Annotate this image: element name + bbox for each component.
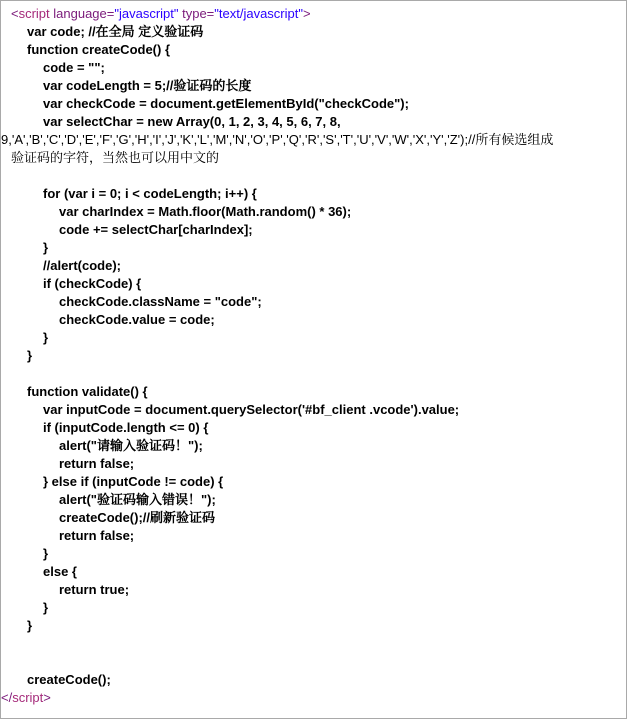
tag-bracket: > xyxy=(302,6,311,21)
code-line: 9,'A','B','C','D','E','F','G','H','I','J','K','L','M','N','O','P','Q','R','S','T','U','V','W','X','Y','Z');//所有候选组成 xyxy=(1,132,554,147)
code-line: checkCode.className = "code"; xyxy=(59,294,262,309)
code-line: function createCode() { xyxy=(27,42,171,57)
code-line: code += selectChar[charIndex]; xyxy=(59,222,253,237)
attr-name: type= xyxy=(178,6,215,21)
code-line: alert("验证码输入错误！"); xyxy=(59,492,216,507)
blank-line xyxy=(11,167,623,185)
code-line: checkCode.value = code; xyxy=(59,312,215,327)
code-line: return false; xyxy=(59,528,135,543)
code-content xyxy=(1,5,623,707)
code-line: } xyxy=(43,240,49,255)
code-line: createCode(); xyxy=(27,672,111,687)
code-line: } xyxy=(43,546,49,561)
code-line: } else if (inputCode != code) { xyxy=(43,474,224,489)
code-line: for (var i = 0; i < codeLength; i++) { xyxy=(43,186,257,201)
code-line: return false; xyxy=(59,456,135,471)
code-line: } xyxy=(27,348,33,363)
tag-bracket: < xyxy=(11,6,19,21)
code-line: function validate() { xyxy=(27,384,148,399)
tag-name: script xyxy=(18,6,50,21)
code-line: var selectChar = new Array(0, 1, 2, 3, 4, 5, 6, 7, 8, xyxy=(43,114,341,129)
tag-name: script xyxy=(12,690,44,705)
script-open-tag xyxy=(11,5,623,23)
tag-bracket: </ xyxy=(1,690,13,705)
code-line: //alert(code); xyxy=(43,258,122,273)
code-line: if (inputCode.length <= 0) { xyxy=(43,420,209,435)
code-line: code = ""; xyxy=(43,60,105,75)
code-line: } xyxy=(27,618,33,633)
code-line: var codeLength = 5;//验证码的长度 xyxy=(43,78,252,93)
blank-line xyxy=(11,635,623,653)
attr-value: "text/javascript" xyxy=(214,6,303,21)
code-line: return true; xyxy=(59,582,130,597)
code-line: var checkCode = document.getElementById("checkCode"); xyxy=(43,96,409,111)
code-line: } xyxy=(43,600,49,615)
script-close-tag xyxy=(1,689,623,707)
blank-line xyxy=(11,365,623,383)
code-line: var code; //在全局 定义验证码 xyxy=(27,24,204,39)
code-line: var charIndex = Math.floor(Math.random() * 36); xyxy=(59,204,352,219)
code-line: } xyxy=(43,330,49,345)
code-line: alert("请输入验证码！"); xyxy=(59,438,203,453)
code-line: else { xyxy=(43,564,77,579)
attr-name: language= xyxy=(49,6,115,21)
code-line: createCode();//刷新验证码 xyxy=(59,510,216,525)
code-line: if (checkCode) { xyxy=(43,276,142,291)
tag-bracket: > xyxy=(43,690,51,705)
code-line: var inputCode = document.querySelector('#bf_client .vcode').value; xyxy=(43,402,460,417)
attr-value: "javascript" xyxy=(114,6,179,21)
blank-line xyxy=(11,653,623,671)
code-line: 验证码的字符，当然也可以用中文的 xyxy=(11,150,220,165)
